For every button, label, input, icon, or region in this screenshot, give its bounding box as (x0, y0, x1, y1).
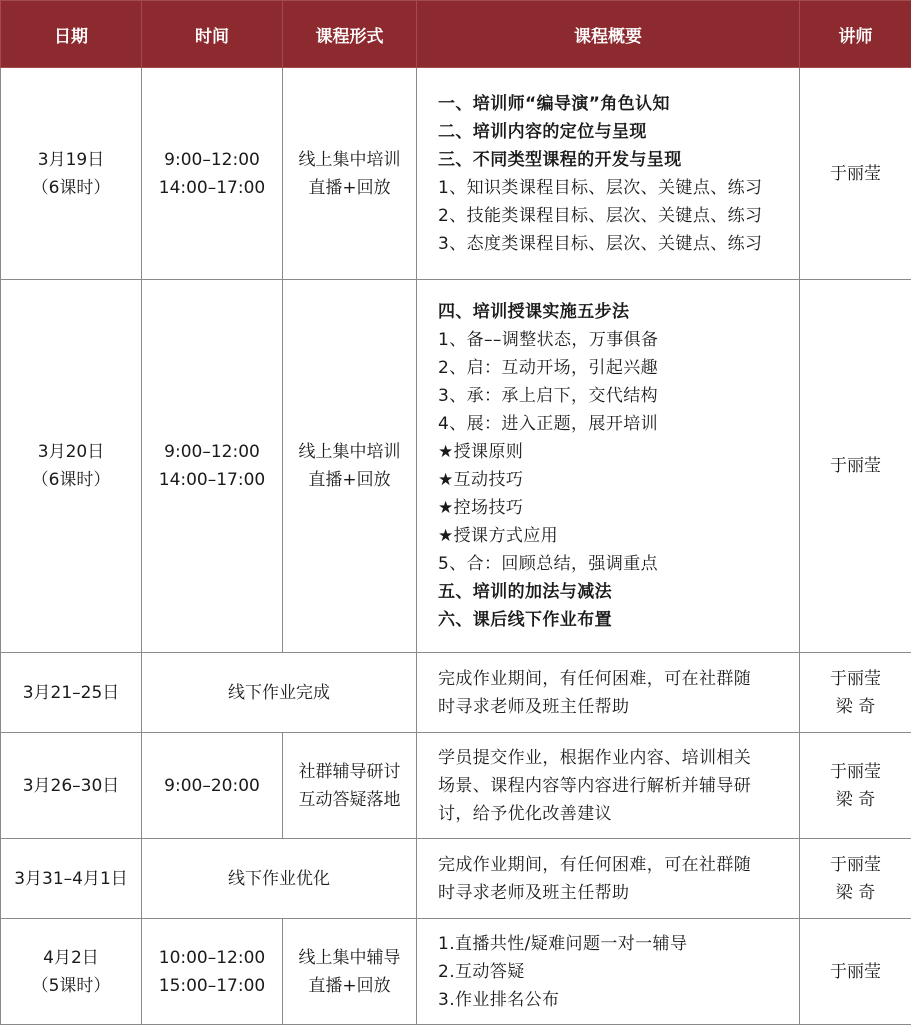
date-cell (1, 68, 142, 280)
date-text: 3月26–30日 (22, 775, 120, 796)
header-outline: 课程概要 (417, 1, 800, 68)
outline-text: 3.作业排名公布 (438, 989, 560, 1010)
outline-item: 3、承：承上启下，交代结构 (438, 386, 659, 406)
header-format: 课程形式 (283, 1, 417, 68)
merged-activity-cell (142, 839, 417, 919)
hours-text: （6课时） (31, 177, 111, 198)
outline-text: 学员提交作业，根据作业内容、培训相关 (438, 747, 752, 768)
outline-item: 1、备––调整状态，万事俱备 (438, 330, 659, 350)
table-row (1, 919, 911, 1025)
date-cell (1, 733, 142, 839)
lecturer-name: 梁 奇 (835, 789, 876, 810)
outline-text: 完成作业期间，有任何困难，可在社群随 (438, 854, 752, 875)
format-text: 线上集中培训 (298, 149, 401, 170)
time-text: 9:00–12:00 (164, 442, 260, 462)
activity-text: 线下作业完成 (228, 682, 330, 703)
lecturer-cell (800, 653, 911, 733)
format-text: 社群辅导研讨 (298, 761, 401, 782)
outline-star-item: ★授课原则 (438, 442, 524, 462)
format-text: 直播+回放 (308, 975, 391, 996)
outline-item: 5、合：回顾总结，强调重点 (438, 554, 659, 574)
time-text: 14:00–17:00 (158, 177, 266, 198)
table-row (1, 280, 911, 653)
date-text: 3月19日 (37, 149, 105, 170)
time-cell (142, 733, 283, 839)
time-text: 14:00–17:00 (158, 470, 266, 490)
outline-heading: 二、培训内容的定位与呈现 (438, 121, 647, 142)
format-text: 线上集中辅导 (298, 947, 401, 968)
format-cell (283, 919, 417, 1025)
outline-cell (417, 68, 800, 280)
outline-item: 4、展：进入正题，展开培训 (438, 414, 659, 434)
table-row (1, 653, 911, 733)
outline-cell (417, 733, 800, 839)
lecturer-cell (800, 839, 911, 919)
lecturer-name: 于丽莹 (830, 668, 881, 689)
lecturer-cell (800, 919, 911, 1025)
date-cell (1, 919, 142, 1025)
lecturer-name: 于丽莹 (830, 761, 881, 782)
lecturer-cell (800, 280, 911, 653)
lecturer-cell (800, 733, 911, 839)
lecturer-name: 梁 奇 (835, 696, 876, 717)
lecturer-name: 于丽莹 (830, 456, 881, 476)
outline-text: 时寻求老师及班主任帮助 (438, 882, 630, 903)
header-time: 时间 (142, 1, 283, 68)
table-row (1, 68, 911, 280)
format-cell (283, 68, 417, 280)
outline-heading: 三、不同类型课程的开发与呈现 (438, 149, 682, 170)
outline-cell (417, 280, 800, 653)
table-row (1, 733, 911, 839)
outline-cell (417, 839, 800, 919)
format-cell (283, 280, 417, 653)
outline-text: 讨，给予优化改善建议 (438, 803, 612, 824)
outline-heading: 一、培训师“编导演”角色认知 (438, 93, 670, 114)
format-text: 互动答疑落地 (298, 789, 401, 810)
lecturer-cell (800, 68, 911, 280)
date-text: 3月21–25日 (22, 682, 120, 703)
time-cell (142, 280, 283, 653)
format-text: 直播+回放 (308, 470, 391, 490)
merged-activity-cell (142, 653, 417, 733)
date-text: 4月2日 (43, 947, 99, 968)
lecturer-name: 于丽莹 (830, 961, 881, 982)
outline-item: 3、态度类课程目标、层次、关键点、练习 (438, 233, 763, 254)
hours-text: （5课时） (31, 975, 111, 996)
outline-item: 2、技能类课程目标、层次、关键点、练习 (438, 205, 763, 226)
outline-heading: 四、培训授课实施五步法 (438, 302, 630, 322)
hours-text: （6课时） (31, 470, 111, 490)
time-text: 9:00–12:00 (164, 149, 260, 170)
lecturer-name: 于丽莹 (830, 163, 881, 184)
format-text: 直播+回放 (308, 177, 391, 198)
outline-star-item: ★互动技巧 (438, 470, 524, 490)
date-cell (1, 280, 142, 653)
outline-item: 1、知识类课程目标、层次、关键点、练习 (438, 177, 763, 198)
outline-star-item: ★授课方式应用 (438, 526, 559, 546)
format-cell (283, 733, 417, 839)
date-text: 3月20日 (37, 442, 105, 462)
outline-heading: 六、课后线下作业布置 (438, 610, 612, 630)
date-text: 3月31–4月1日 (14, 868, 128, 889)
outline-text: 1.直播共性/疑难问题一对一辅导 (438, 933, 688, 954)
table-row (1, 839, 911, 919)
outline-cell (417, 653, 800, 733)
date-cell (1, 839, 142, 919)
outline-text: 时寻求老师及班主任帮助 (438, 696, 630, 717)
outline-cell (417, 919, 800, 1025)
lecturer-name: 于丽莹 (830, 854, 881, 875)
time-cell (142, 68, 283, 280)
header-row (1, 1, 911, 68)
header-date: 日期 (1, 1, 142, 68)
outline-item: 2、启：互动开场，引起兴趣 (438, 358, 659, 378)
lecturer-name: 梁 奇 (835, 882, 876, 903)
outline-heading: 五、培训的加法与减法 (438, 582, 612, 602)
time-cell (142, 919, 283, 1025)
time-text: 10:00–12:00 (158, 947, 266, 968)
time-text: 9:00–20:00 (164, 775, 260, 796)
format-text: 线上集中培训 (298, 442, 401, 462)
activity-text: 线下作业优化 (228, 868, 330, 889)
header-lecturer: 讲师 (800, 1, 911, 68)
outline-text: 完成作业期间，有任何困难，可在社群随 (438, 668, 752, 689)
outline-text: 2.互动答疑 (438, 961, 525, 982)
outline-star-item: ★控场技巧 (438, 498, 524, 518)
date-cell (1, 653, 142, 733)
time-text: 15:00–17:00 (158, 975, 266, 996)
outline-text: 场景、课程内容等内容进行解析并辅导研 (438, 775, 752, 796)
